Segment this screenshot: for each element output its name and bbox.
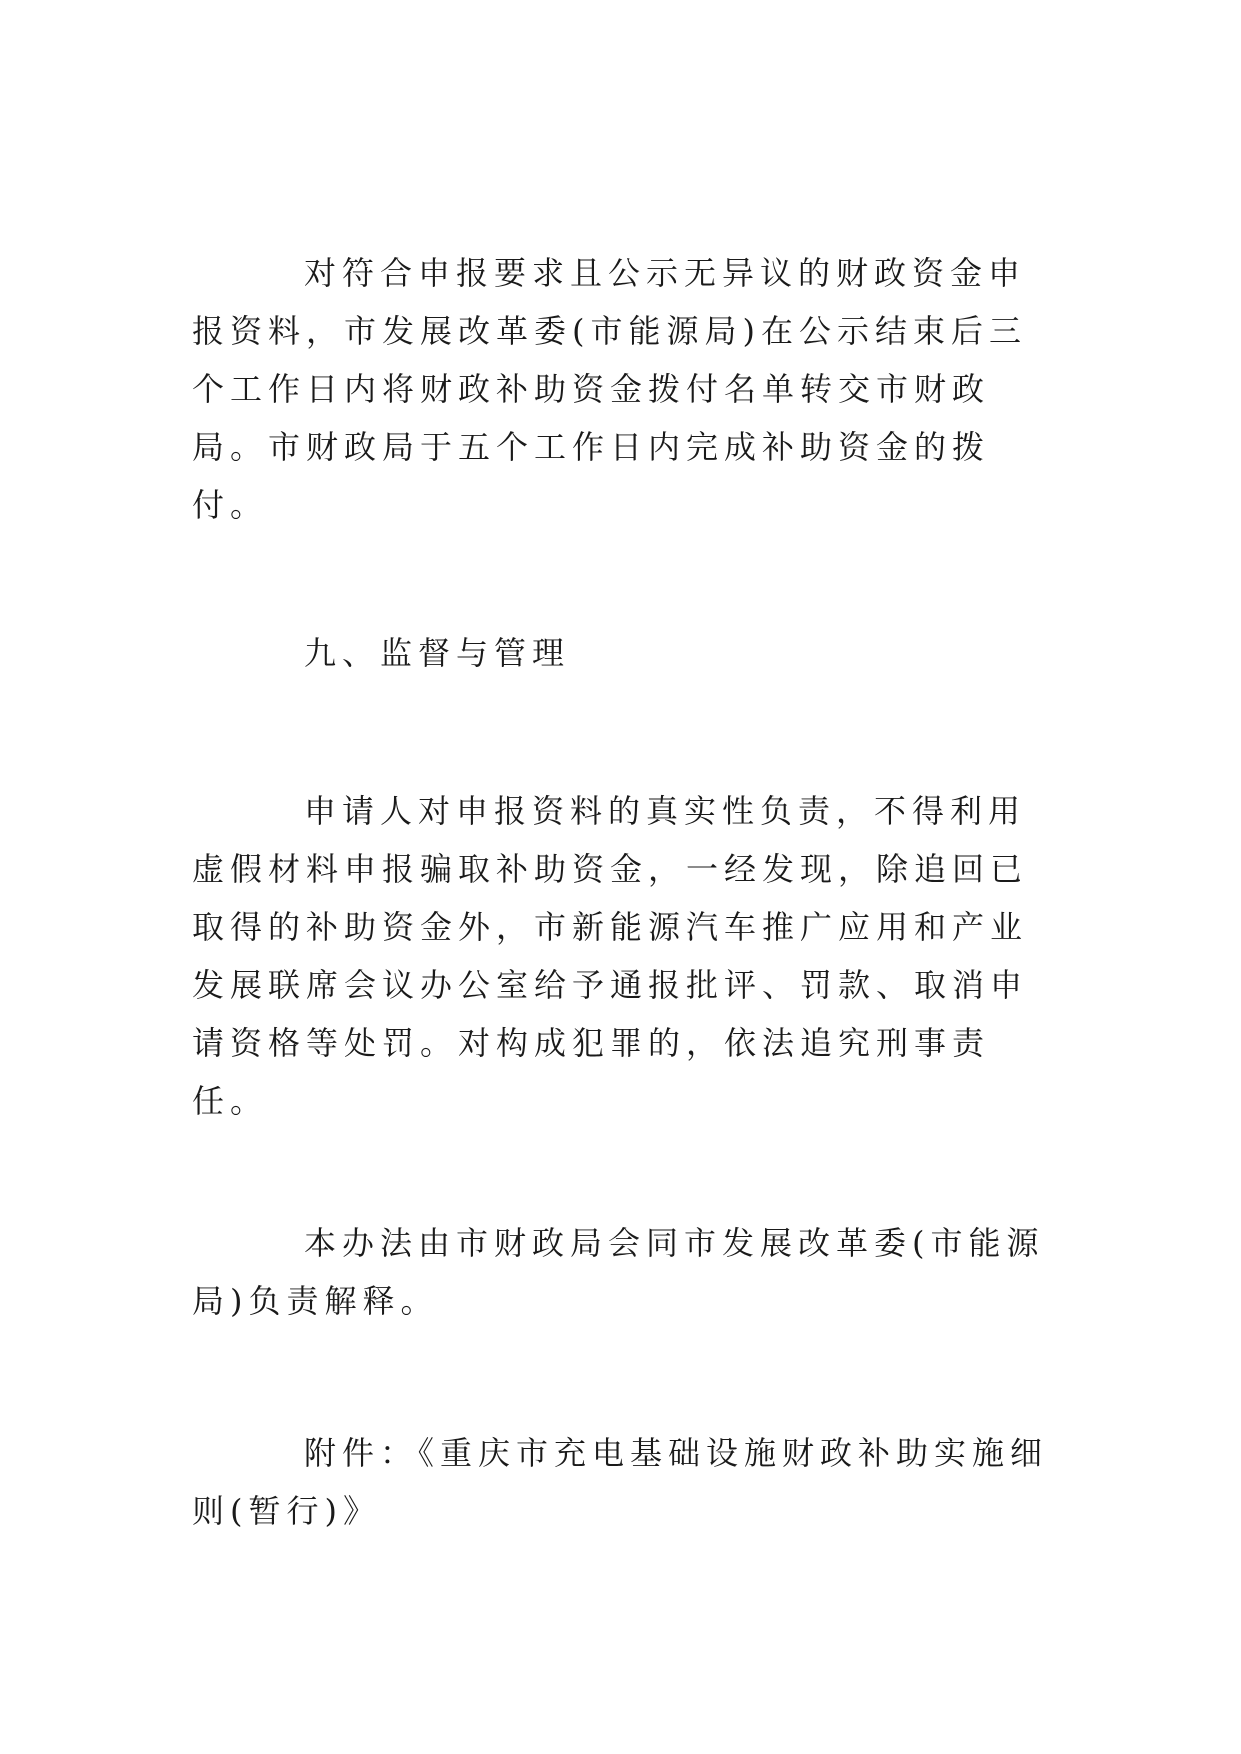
paragraph-applicant-responsibility: 申请人对申报资料的真实性负责，不得利用虚假材料申报骗取补助资金，一经发现，除追回已取得的补助资金外，市新能源汽车推广应用和产业发展联席会议办公室给予通报批评、罚款、取消申请资格等处罚。对构成犯罪的，依法追究刑事责任。: [192, 792, 1029, 1120]
attachment-note: 附件：《重庆市充电基础设施财政补助实施细则(暂行)》: [192, 1434, 1049, 1530]
section-heading-supervision: 九、监督与管理: [304, 634, 571, 672]
paragraph-fund-disbursement: 对符合申报要求且公示无异议的财政资金申报资料，市发展改革委(市能源局)在公示结束后三个工作日内将财政补助资金拨付名单转交市财政局。市财政局于五个工作日内完成补助资金的拨付。: [192, 254, 1027, 524]
paragraph-interpretation: 本办法由市财政局会同市发展改革委(市能源局)负责解释。: [192, 1224, 1045, 1320]
